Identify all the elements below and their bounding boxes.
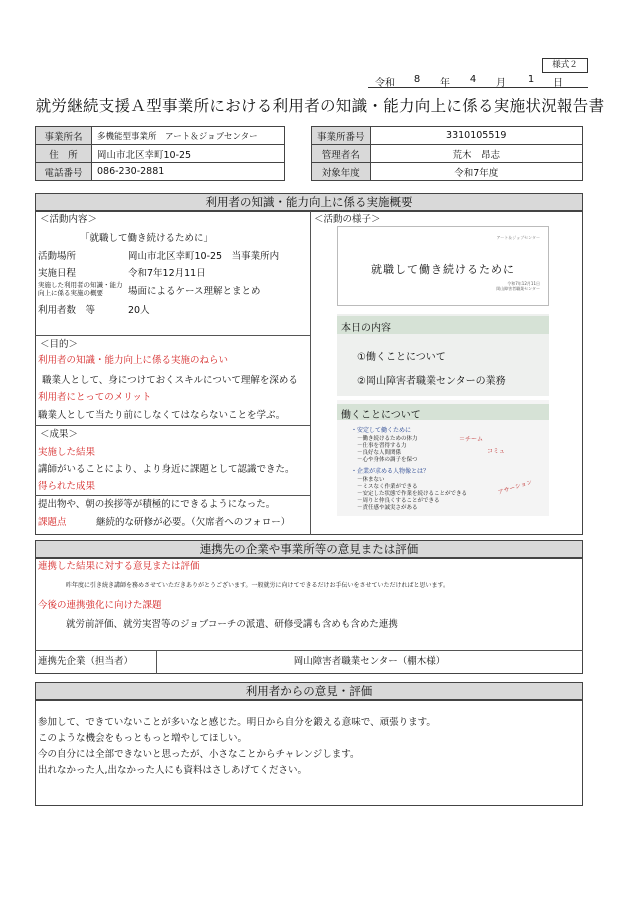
aim: 職業人として、身につけておくスキルについて理解を深める xyxy=(42,375,298,386)
user-comment: 出れなかった人,出なかった人にも資料はさしあげてください。 xyxy=(38,765,308,776)
done: 講師がいることにより、より身近に課題として認識できた。 xyxy=(38,464,295,475)
overview-divider xyxy=(310,211,311,535)
slide3-handwritten-note: ＝チーム xyxy=(459,436,484,443)
slide2-item2: ②岡山障害者職業センターの業務 xyxy=(357,376,506,387)
manager-label: 管理者名 xyxy=(312,145,371,163)
divider xyxy=(35,495,310,496)
office-name: 多機能型事業所 アート＆ジョブセンター xyxy=(92,127,285,145)
office-no: 3310105519 xyxy=(370,127,582,145)
date-month-unit: 月 xyxy=(496,78,506,89)
aim-label: 利用者の知識・能力向上に係る実施のねらい xyxy=(38,355,229,366)
slide3-bullet: －働き続けるための体力 xyxy=(357,436,418,442)
form-number: 様式２ xyxy=(542,58,588,73)
office-name-label: 事業所名 xyxy=(36,127,92,145)
done-label: 実施した結果 xyxy=(38,447,96,458)
content-label: 実施した利用者の知識・能力向上に係る実施の概要 xyxy=(38,281,123,297)
phone: 086-230-2881 xyxy=(92,163,285,181)
office-no-label: 事業所番号 xyxy=(312,127,371,145)
address-label: 住 所 xyxy=(36,145,92,163)
office-meta-table xyxy=(311,126,583,181)
gain: 提出物や、朝の挨拶等が積極的にできるようになった。 xyxy=(38,499,276,510)
slide2-item1: ①働くことについて xyxy=(357,352,446,363)
company-label: 連携先企業（担当者） xyxy=(38,656,134,667)
year-label: 対象年度 xyxy=(312,163,371,181)
scene-heading: ＜活動の様子＞ xyxy=(314,214,381,225)
place: 岡山市北区幸町10-25 当事業所内 xyxy=(128,251,280,262)
issue-label: 課題点 xyxy=(38,517,67,528)
issue: 継続的な研修が必要。（欠席者へのフォロー） xyxy=(96,517,291,528)
slide3-handwritten-note: コミュ xyxy=(487,448,505,455)
document-title: 就労継続支援Ａ型事業所における利用者の知識・能力向上に係る実施状況報告書 xyxy=(35,97,605,115)
slide3-bullet: －心や身体の調子を保つ xyxy=(357,457,418,463)
office-info-table xyxy=(35,126,285,181)
user-comment: 参加して、できていないことが多いなと感じた。明日から自分を鍛える意味で、頑張ります。 xyxy=(38,717,436,728)
users-opinion-header: 利用者からの意見・評価 xyxy=(35,682,583,700)
slide1-date: 令和7年12月11日 岡山障害者職業センター xyxy=(496,281,540,291)
slide3-bullet: －責任感や誠実さがある xyxy=(357,505,418,511)
slide3-bullet: －周りと仲良くすることができる xyxy=(357,498,440,504)
partner-company: 岡山障害者職業センター（棚木様） xyxy=(293,656,446,667)
phone-label: 電話番号 xyxy=(36,163,92,181)
merit-label: 利用者にとってのメリット xyxy=(38,392,152,403)
slide-agenda-photo xyxy=(337,314,549,396)
slide3-bullet: －ミスなく作業ができる xyxy=(357,484,418,490)
slide3-bullet: －安定した状態で作業を続けることができる xyxy=(357,491,468,497)
slide2-title: 本日の内容 xyxy=(341,323,391,334)
slide-title-photo xyxy=(337,226,549,306)
slide3-title: 働くことについて xyxy=(341,410,421,421)
content: 場面によるケース理解とまとめ xyxy=(128,286,261,297)
user-comment: このような機会をもっともっと増やしてほしい。 xyxy=(38,733,248,744)
date-era: 令和 xyxy=(375,78,395,89)
user-count: 20人 xyxy=(128,305,150,316)
future-issue: 就労前評価、就労実習等のジョブコーチの派遣、研修受講も含めも含めた連携 xyxy=(66,619,398,630)
slide3-heading1: ・安定して働くために xyxy=(351,427,412,434)
implementation-date: 令和7年12月11日 xyxy=(128,268,206,279)
slide3-handwritten-note: アサーション xyxy=(497,478,534,497)
slide3-bullet: －仕事を習得する力 xyxy=(357,443,407,449)
partner-header: 連携先の企業や事業所等の意見または評価 xyxy=(35,540,583,558)
divider xyxy=(35,335,310,336)
date-day: 1 xyxy=(527,74,535,85)
slide3-bullet: －良好な人間関係 xyxy=(357,450,402,456)
slide3-bullet: －休まない xyxy=(357,477,385,483)
merit: 職業人として当たり前にしなくてはならないことを学ぶ。 xyxy=(38,410,286,421)
activity-title: 「就職して働き続けるために」 xyxy=(80,233,214,244)
slide1-header: アート＆ジョブセンター xyxy=(496,235,540,240)
date-label: 実施日程 xyxy=(38,268,77,279)
activity-heading: ＜活動内容＞ xyxy=(40,214,98,225)
address: 岡山市北区幸町10-25 xyxy=(92,145,285,163)
users-label: 利用者数 等 xyxy=(38,305,96,316)
slide1-title: 就職して働き続けるために xyxy=(371,263,515,276)
divider xyxy=(35,425,310,426)
target-year: 令和7年度 xyxy=(370,163,582,181)
date-month: 4 xyxy=(469,74,477,85)
slide-work-photo xyxy=(337,400,549,516)
date-day-unit: 日 xyxy=(553,78,563,89)
divider xyxy=(35,650,583,651)
date-year: 8 xyxy=(413,74,421,85)
report-date xyxy=(368,74,588,88)
overview-header: 利用者の知識・能力向上に係る実施概要 xyxy=(35,193,583,211)
manager: 荒木 昂志 xyxy=(370,145,582,163)
gain-label: 得られた成果 xyxy=(38,481,96,492)
partner-opinion: 昨年度に引き続き講師を務めさせていただきありがとうございます。一般就労に向けてできるだけお手伝いをさせていただければと思います。 xyxy=(66,582,450,589)
user-comment: 今の自分には全部できないと思ったが、小さなことからチャレンジします。 xyxy=(38,749,360,760)
opinion-label: 連携した結果に対する意見または評価 xyxy=(38,561,200,572)
date-year-unit: 年 xyxy=(440,78,450,89)
place-label: 活動場所 xyxy=(38,251,77,262)
future-label: 今後の連携強化に向けた課題 xyxy=(38,600,162,611)
slide3-heading2: ・企業が求める人物像とは？ xyxy=(351,468,430,475)
purpose-heading: ＜目的＞ xyxy=(40,339,79,350)
result-heading: ＜成果＞ xyxy=(40,429,79,440)
